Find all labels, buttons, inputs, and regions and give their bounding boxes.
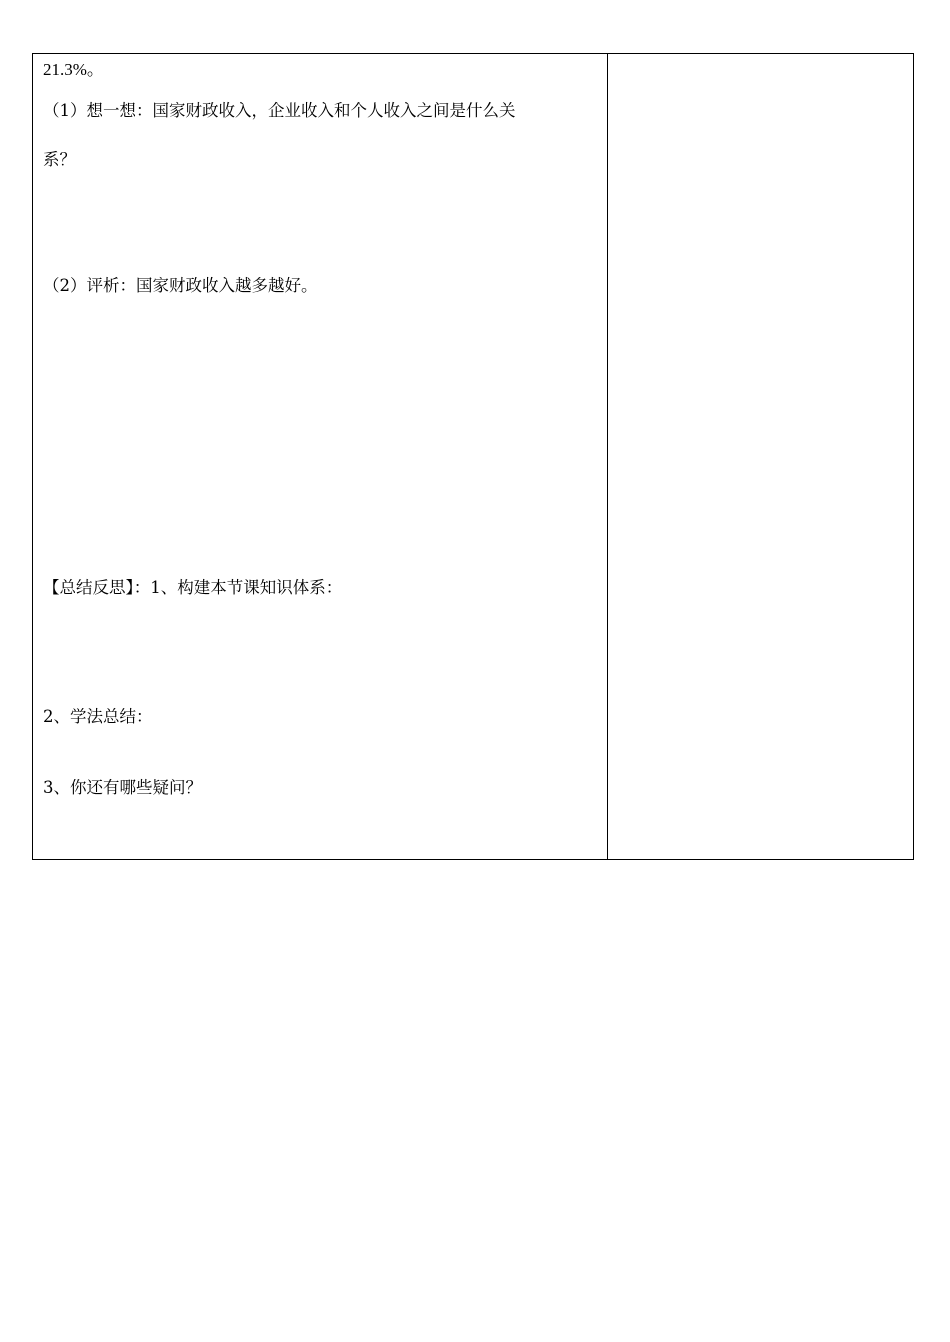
right-notes-cell bbox=[608, 54, 913, 859]
question-1-line-1: （1）想一想：国家财政收入，企业收入和个人收入之间是什么关 bbox=[43, 101, 516, 120]
summary-heading: 【总结反思】：1、构建本节课知识体系： bbox=[43, 578, 343, 597]
percentage-line: 21.3%。 bbox=[43, 60, 104, 79]
left-content-cell bbox=[33, 54, 607, 859]
question-1-line-2: 系？ bbox=[43, 150, 76, 169]
question-2: （2）评析：国家财政收入越多越好。 bbox=[43, 276, 318, 295]
summary-item-questions: 3、你还有哪些疑问？ bbox=[43, 778, 202, 797]
worksheet-table bbox=[32, 53, 914, 860]
summary-item-study-method: 2、学法总结： bbox=[43, 707, 153, 726]
